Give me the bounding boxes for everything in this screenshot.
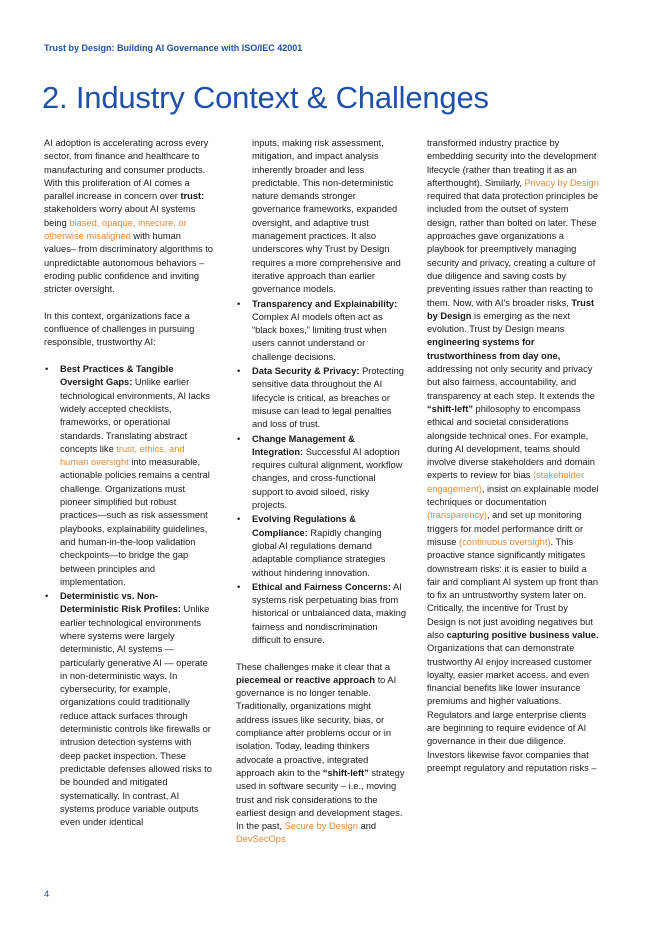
highlight-text: Secure by Design — [284, 821, 358, 832]
highlight-text: (transparency) — [427, 510, 487, 521]
column-1 — [44, 137, 214, 830]
list-item: • Best Practices & Tangible Oversight Gaps: Unlike earlier technological environments, AI lacks widely accepted checklists, frameworks, or operational standards. Translating abstract concepts like trust, ethics, and human oversight into measurable, actionable policies remains a central challenge. Organizations must pioneer simplified but robust practices—such as risk assessment playbooks, explainability guidelines, and human-in-the-loop validation checkpoints—to bridge the gap between principles and implementation. — [45, 364, 210, 587]
column-3 — [427, 137, 599, 789]
running-header: Trust by Design: Building AI Governance with ISO/IEC 42001 — [44, 43, 303, 53]
challenge-list — [236, 137, 406, 647]
paragraph: AI adoption is accelerating across every sector, from finance and healthcare to manufacturing and consumer products. With this proliferation of AI comes a parallel increase in concern over trust: stakeholders worry about AI systems being biased, opaque, insecure, or otherwise misaligned with human values– from discriminatory algorithms to unpredictable autonomous behaviors – eroding public confidence and inviting stricter oversight. — [44, 138, 213, 295]
bullet-icon: • — [237, 298, 241, 309]
paragraph: These challenges make it clear that a piecemeal or reactive approach to AI governance is no longer tenable. Traditionally, organizations might address issues like security, bias, or compliance after problems occur or in isolation. Today, leading thinkers advocate a proactive, integrated approach akin to the “shift-left” strategy used in software security – i.e., moving trust and risk considerations to the earliest design and development stages. In the past, Secure by Design and DevSecOps — [236, 661, 405, 845]
highlight-text: biased, opaque, insecure, or otherwise misaligned — [44, 217, 187, 242]
challenge-list — [44, 363, 214, 829]
bullet-icon: • — [45, 591, 49, 602]
highlight-text: DevSecOps — [236, 834, 286, 845]
column-2 — [236, 137, 406, 860]
highlight-text: Privacy by Design — [524, 177, 599, 188]
list-item: • Transparency and Explainability: Complex AI models often act as “black boxes,” limiting trust when users cannot understand or challenge decisions. — [237, 298, 398, 362]
list-item: • Data Security & Privacy: Protecting sensitive data throughout the AI lifecycle is critical, as breaches or misuse can lead to legal penalties and loss of trust. — [237, 366, 404, 430]
paragraph: In this context, organizations face a confluence of challenges in pursuing responsible, trustworthy AI: — [44, 310, 195, 348]
list-item-continued: inputs, making risk assessment, mitigation, and impact analysis inherently broader and less predictable. This non-deterministic nature demands stronger governance frameworks, expanded oversight, and adaptive trust management practices. It also underscores why Trust by Design requires a more comprehensive and iterative approach than earlier governance models. — [252, 138, 401, 295]
highlight-text: trust, ethics, and human oversight — [60, 443, 185, 468]
highlight-text: (stakeholder engagement) — [427, 470, 585, 494]
bullet-icon: • — [237, 581, 241, 592]
page-number: 4 — [44, 889, 50, 900]
bullet-icon: • — [237, 433, 241, 444]
list-item: • Evolving Regulations & Compliance: Rapidly changing global AI regulations demand adaptable compliance strategies without hindering innovation. — [237, 514, 386, 578]
list-item: • Deterministic vs. Non-Deterministic Risk Profiles: Unlike earlier technological environments where systems were largely deterministic, AI systems — particularly generative AI — operate in non-deterministic ways. In cybersecurity, for example, organizations could traditionally reduce attack surfaces through deterministic controls like firewalls or intrusion detection systems with deep packet inspection. These predictable defenses allowed risks to be bounded and mitigated systematically. In contrast, AI systems produce variable outputs even under identical — [45, 591, 212, 828]
section-title: 2. Industry Context & Challenges — [42, 80, 489, 115]
bullet-icon: • — [45, 364, 49, 375]
list-item: • Ethical and Fairness Concerns: AI systems risk perpetuating bias from historical or unbalanced data, making fairness and nondiscrimination difficult to ensure. — [237, 581, 407, 645]
highlight-text: (continuous oversight) — [459, 536, 551, 547]
bullet-icon: • — [237, 514, 241, 525]
paragraph: transformed industry practice by embedding security into the development lifecycle (rather than treating it as an afterthought). Similarly, Privacy by Design required that data protection principles be included from the outset of system design, rather than bolted on later. These approaches gave organizations a playbook for preemptively managing security and privacy, creating a culture of due diligence and saving costs by preventing issues rather than reacting to them. Now, with AI's broader risks, Trust by Design is emerging as the next evolution. Trust by Design means engineering systems for trustworthiness from day one, addressing not only security and privacy but also fairness, accountability, and transparency at each step. It extends the “shift-left” philosophy to encompass ethical and societal considerations alongside technical ones. For example, during AI development, teams should involve diverse stakeholders and domain experts to review for bias (stakeholder engagement), insist on explainable model techniques or documentation (transparency), and set up monitoring triggers for model performance drift or misuse (continuous oversight). This proactive stance significantly mitigates downstream risks: it is easier to build a fair and compliant AI system up front than to fix an untrustworthy system later on. — [427, 138, 599, 601]
list-item: • Change Management & Integration: Successful AI adoption requires cultural alignment, workflow changes, and cross-functional support to avoid siloed, risky projects. — [237, 433, 403, 511]
paragraph: Critically, the incentive for Trust by Design is not just avoiding negatives but also capturing positive business value. Organizations that can demonstrate trustworthy AI enjoy increased customer loyalty, easier market access, and even financial benefits like lower insurance premiums and higher valuations. Regulators and large enterprise clients are beginning to require evidence of AI governance in their due diligence. Investors likewise favor companies that preempt regulatory and reputation risks – — [427, 603, 599, 773]
bullet-icon: • — [237, 366, 241, 377]
